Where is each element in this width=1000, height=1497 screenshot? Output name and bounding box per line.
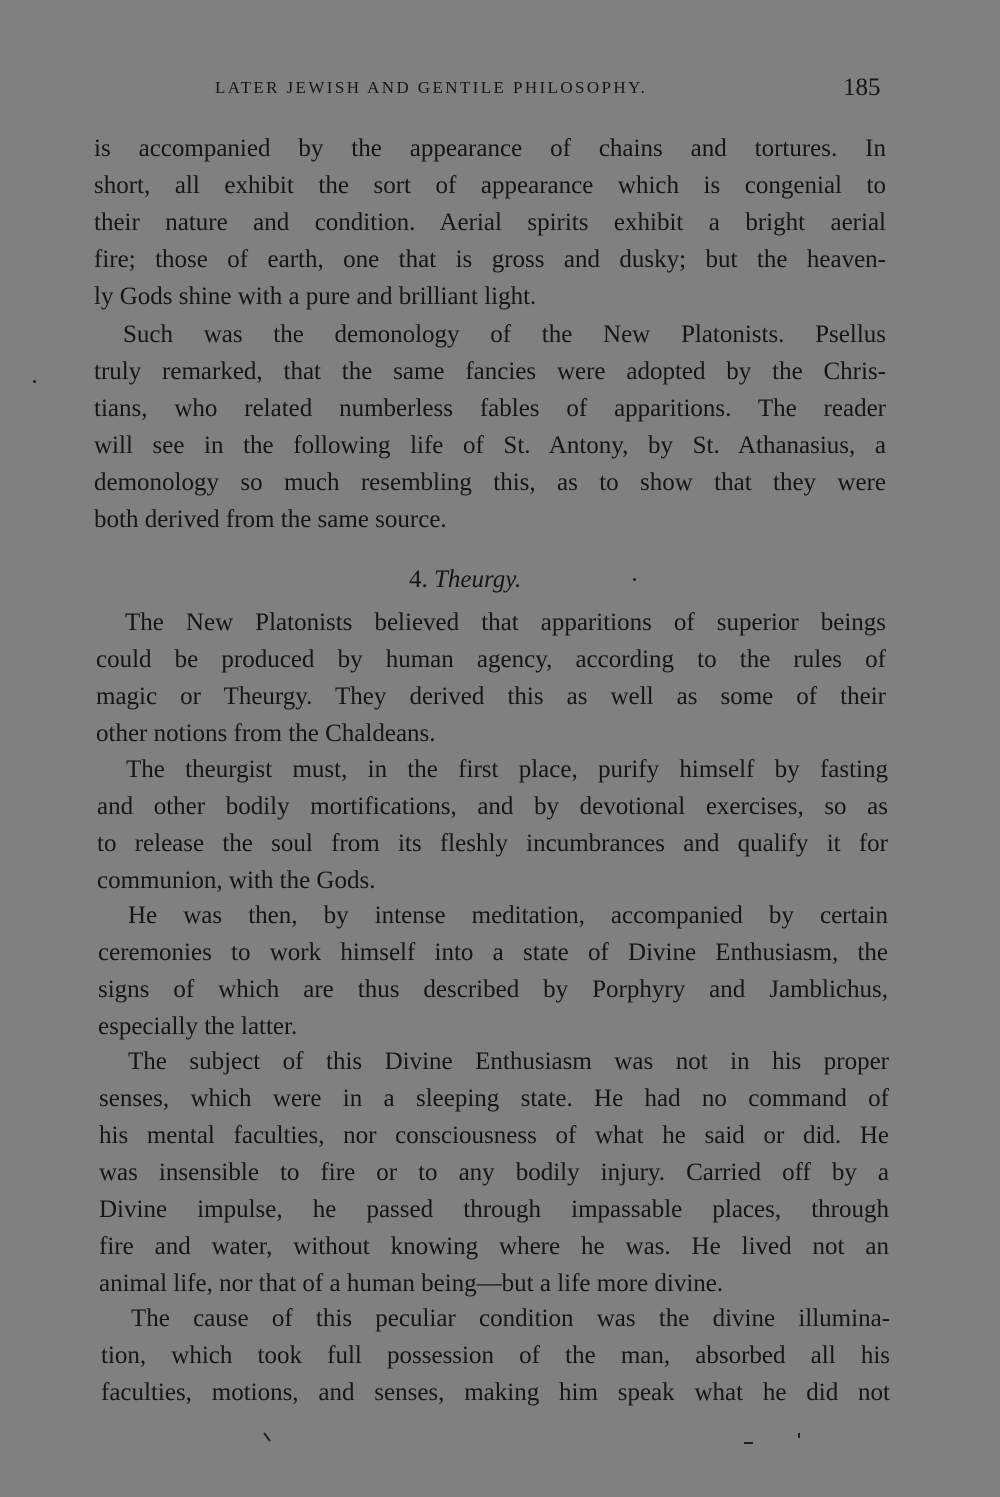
paragraph-1-line-1: is accompanied by the appearance of chains and tortures. In (94, 135, 886, 162)
paragraph-6-line-5: Divine impulse, he passed through impassable places, through (99, 1196, 889, 1223)
paragraph-7-line-2: tion, which took full possession of the man, absorbed all his (101, 1342, 890, 1369)
paragraph-2-line-3: tians, who related numberless fables of apparitions. The reader (94, 395, 886, 422)
paragraph-2-line-4: will see in the following life of St. Antony, by St. Athanasius, a (94, 432, 886, 459)
paragraph-5-line-1: He was then, by intense meditation, accompanied by certain (128, 902, 888, 929)
paragraph-2-line-1: Such was the demonology of the New Platonists. Psellus (123, 321, 886, 348)
paragraph-3-line-2: could be produced by human agency, according to the rules of (96, 646, 886, 673)
paragraph-2-line-6: both derived from the same source. (94, 506, 447, 533)
section-number: 4. (409, 566, 428, 593)
scan-speck (263, 1432, 270, 1441)
paragraph-6-line-7: animal life, nor that of a human being—but a life more divine. (99, 1270, 724, 1297)
paragraph-3-line-3: magic or Theurgy. They derived this as well as some of their (96, 683, 886, 710)
paragraph-1-line-5: ly Gods shine with a pure and brilliant light. (94, 283, 537, 310)
paragraph-6-line-6: fire and water, without knowing where he was. He lived not an (99, 1233, 889, 1260)
scan-speck (744, 1442, 753, 1444)
paragraph-3-line-1: The New Platonists believed that apparitions of superior beings (125, 609, 886, 636)
paragraph-7-line-1: The cause of this peculiar condition was the divine illumina- (131, 1305, 890, 1332)
page-number: 185 (843, 74, 881, 101)
paragraph-2-line-2: truly remarked, that the same fancies were adopted by the Chris- (94, 358, 886, 385)
paragraph-6-line-2: senses, which were in a sleeping state. He had no command of (99, 1085, 889, 1112)
running-head: LATER JEWISH AND GENTILE PHILOSOPHY. (215, 78, 648, 97)
paragraph-5-line-2: ceremonies to work himself into a state of Divine Enthusiasm, the (98, 939, 888, 966)
paragraph-4-line-1: The theurgist must, in the first place, purify himself by fasting (126, 756, 888, 783)
scan-speck (798, 1433, 800, 1438)
paragraph-2-line-5: demonology so much resembling this, as to show that they were (94, 469, 886, 496)
paragraph-4-line-2: and other bodily mortifications, and by devotional exercises, so as (97, 793, 888, 820)
paragraph-4-line-3: to release the soul from its fleshly incumbrances and qualify it for (97, 830, 888, 857)
section-title: Theurgy. (434, 566, 522, 593)
section-heading (409, 565, 521, 595)
paragraph-6-line-4: was insensible to fire or to any bodily injury. Carried off by a (99, 1159, 889, 1186)
paragraph-6-line-1: The subject of this Divine Enthusiasm was not in his proper (128, 1048, 889, 1075)
paragraph-4-line-4: communion, with the Gods. (97, 867, 376, 894)
paragraph-5-line-3: signs of which are thus described by Porphyry and Jamblichus, (98, 976, 888, 1003)
scan-speck (33, 380, 36, 383)
paragraph-1-line-4: fire; those of earth, one that is gross and dusky; but the heaven- (94, 246, 886, 273)
scan-speck (633, 578, 636, 581)
paragraph-6-line-3: his mental faculties, nor consciousness of what he said or did. He (99, 1122, 889, 1149)
paragraph-7-line-3: faculties, motions, and senses, making him speak what he did not (101, 1379, 890, 1406)
paragraph-1-line-2: short, all exhibit the sort of appearance which is congenial to (94, 172, 886, 199)
paragraph-5-line-4: especially the latter. (98, 1013, 298, 1040)
paragraph-1-line-3: their nature and condition. Aerial spirits exhibit a bright aerial (94, 209, 886, 236)
paragraph-3-line-4: other notions from the Chaldeans. (96, 720, 436, 747)
